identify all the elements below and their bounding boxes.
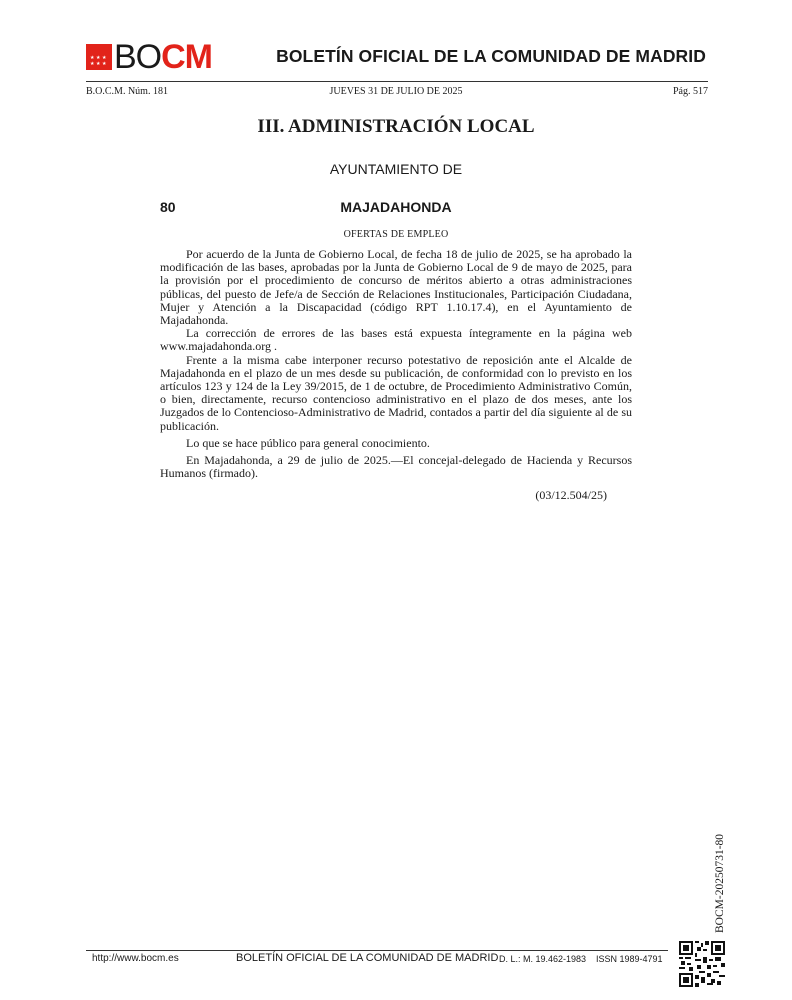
- body-paragraph: La corrección de errores de las bases está expuesta íntegramente en la página web www.majadahonda.org .: [160, 326, 632, 354]
- announcement-body: [160, 248, 632, 480]
- bulletin-title: BOLETÍN OFICIAL DE LA COMUNIDAD DE MADRID: [276, 46, 706, 66]
- section-title: III. ADMINISTRACIÓN LOCAL: [257, 116, 535, 137]
- madrid-flag-icon: ★ ★ ★ ★ ★ ★: [86, 44, 112, 70]
- legal-deposit: D. L.: M. 19.462-1983: [499, 954, 587, 964]
- bocm-logo: [86, 38, 213, 76]
- logo-text-bo: BO: [114, 38, 162, 76]
- body-paragraph: Lo que se hace público para general conocimiento.: [186, 435, 430, 450]
- issue-number: B.O.C.M. Núm. 181: [86, 86, 168, 97]
- signature-paragraph: En Majadahonda, a 29 de julio de 2025.—El concejal-delegado de Hacienda y Recursos Humanos (firmado).: [160, 453, 632, 481]
- body-paragraph: Por acuerdo de la Junta de Gobierno Local, de fecha 18 de julio de 2025, se ha aprobado la modificación de las bases, aprobadas por la Junta de Gobierno Local de 9 de mayo de 2025, para la provisión por el procedimiento de concurso de méritos abierto a otras administraciones públicas, del puesto de Jefe/a de Sección de Relaciones Institucionales, Participación Ciudadana, Mujer y Atención a la Discapacidad (código RPT 1.10.17.4), en el Ayuntamiento de Majadahonda.: [160, 247, 632, 328]
- footer-divider: [86, 950, 668, 951]
- document-id: BOCM-20250731-80: [714, 833, 726, 933]
- reference-code: (03/12.504/25): [535, 488, 607, 502]
- header-divider: [86, 81, 708, 82]
- logo-text-cm: CM: [161, 38, 213, 76]
- announcement-number: 80: [160, 199, 176, 215]
- issue-date: JUEVES 31 DE JULIO DE 2025: [329, 86, 463, 97]
- qr-code-icon: [679, 941, 725, 987]
- organization-title: AYUNTAMIENTO DE: [329, 161, 463, 177]
- body-paragraph: Frente a la misma cabe interponer recurso potestativo de reposición ante el Alcalde de Majadahonda en el plazo de un mes desde su publicación, de conformidad con lo previsto en los artículos 123 y 124 de la Ley 39/2015, de 1 de octubre, de Procedimiento Administrativo Común, o bien, directamente, recurso contencioso administrativo en el plazo de dos meses, ante los Juzgados de lo Contencioso-Administrativo de Madrid, contados a partir del día siguiente al de su publicación.: [160, 352, 632, 433]
- footer-url-link[interactable]: http://www.bocm.es: [92, 953, 179, 964]
- page-number: Pág. 517: [673, 86, 708, 97]
- announcement-subheading: OFERTAS DE EMPLEO: [343, 229, 449, 240]
- footer-title: BOLETÍN OFICIAL DE LA COMUNIDAD DE MADRID: [236, 952, 499, 964]
- municipality-name: MAJADAHONDA: [340, 199, 452, 215]
- issn: ISSN 1989-4791: [596, 954, 663, 964]
